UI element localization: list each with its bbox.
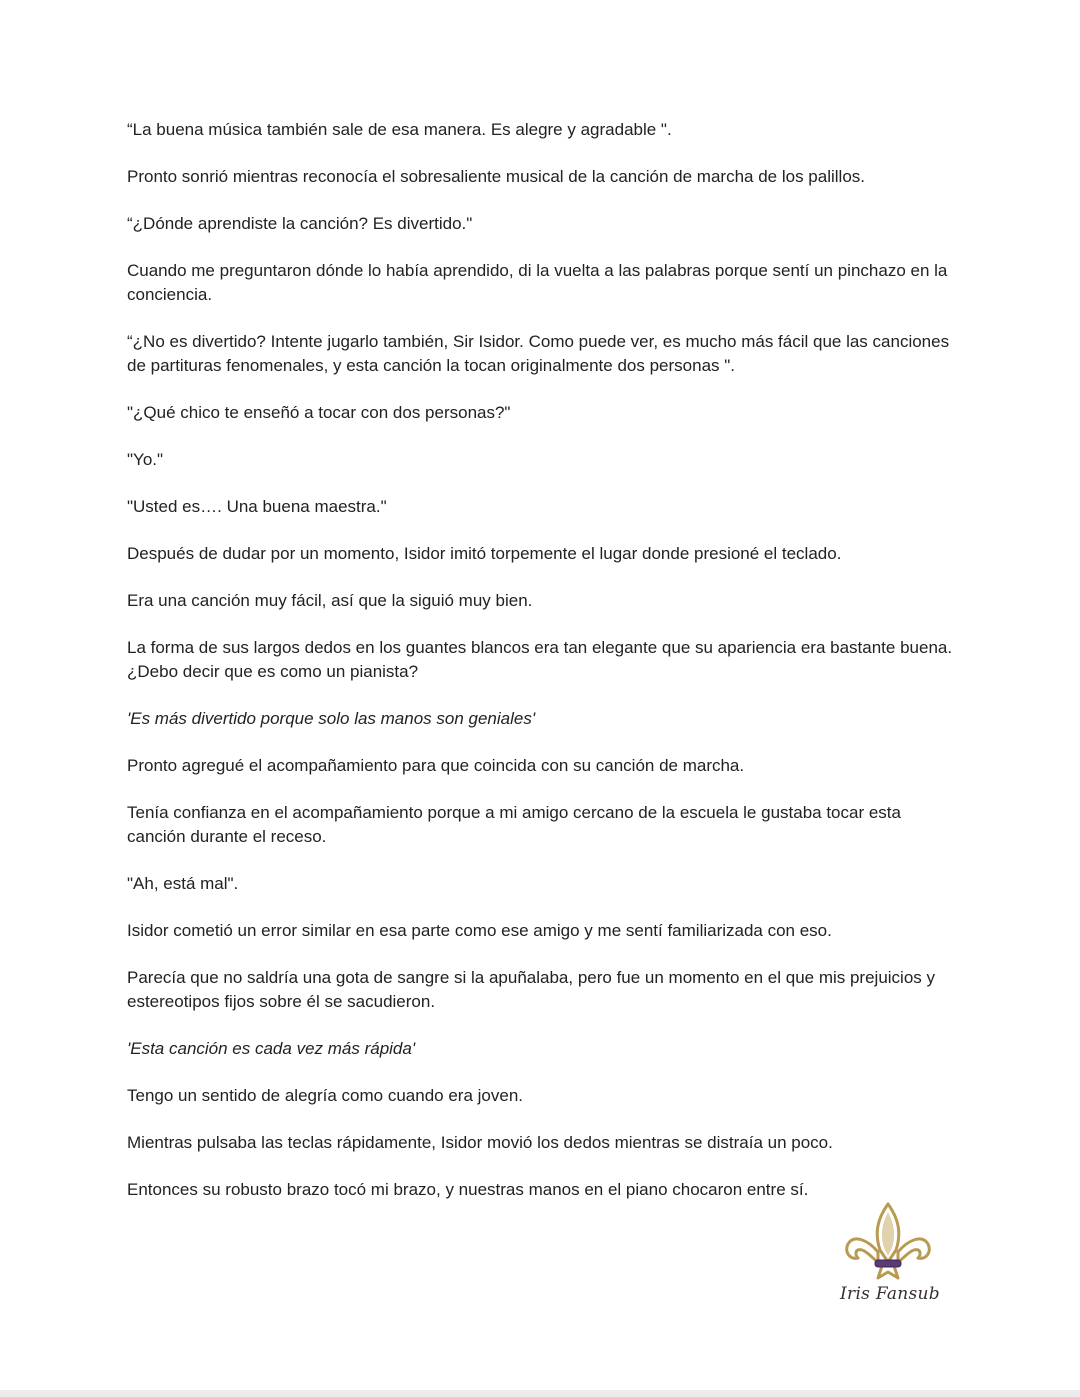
- paragraph: Tenía confianza en el acompañamiento porque a mi amigo cercano de la escuela le gustaba tocar esta canción durante el receso.: [127, 803, 901, 846]
- paragraph: "Usted es…. Una buena maestra.": [127, 497, 387, 516]
- document-body: [127, 118, 957, 1225]
- paragraph: Pronto sonrió mientras reconocía el sobresaliente musical de la canción de marcha de los palillos.: [127, 167, 865, 186]
- paragraph: “¿Dónde aprendiste la canción? Es divertido.": [127, 214, 473, 233]
- paragraph: Cuando me preguntaron dónde lo había aprendido, di la vuelta a las palabras porque sentí un pinchazo en la conciencia.: [127, 261, 948, 304]
- paragraph: “¿No es divertido? Intente jugarlo también, Sir Isidor. Como puede ver, es mucho más fácil que las canciones de partituras fenomenales, y esta canción la tocan originalmente dos personas ".: [127, 332, 950, 375]
- paragraph: La forma de sus largos dedos en los guantes blancos era tan elegante que su apariencia era bastante buena. ¿Debo decir que es como un pianista?: [127, 638, 953, 681]
- paragraph: "¿Qué chico te enseñó a tocar con dos personas?": [127, 403, 511, 422]
- paragraph: Parecía que no saldría una gota de sangre si la apuñalaba, pero fue un momento en el que mis prejuicios y estereotipos fijos sobre él se sacudieron.: [127, 968, 936, 1011]
- paragraph: Pronto agregué el acompañamiento para que coincida con su canción de marcha.: [127, 756, 745, 775]
- page-bottom-strip: [0, 1390, 1080, 1397]
- paragraph: Tengo un sentido de alegría como cuando era joven.: [127, 1086, 523, 1105]
- paragraph-italic-thought: 'Es más divertido porque solo las manos son geniales': [127, 709, 536, 728]
- paragraph: "Yo.": [127, 450, 164, 469]
- fleur-de-lis-icon: [838, 1200, 942, 1284]
- paragraph: Isidor cometió un error similar en esa parte como ese amigo y me sentí familiarizada con eso.: [127, 921, 832, 940]
- paragraph: "Ah, está mal".: [127, 874, 239, 893]
- paragraph: “La buena música también sale de esa manera. Es alegre y agradable ".: [127, 120, 672, 139]
- watermark-text: Iris Fansub: [840, 1284, 940, 1304]
- paragraph: Entonces su robusto brazo tocó mi brazo, y nuestras manos en el piano chocaron entre sí.: [127, 1180, 809, 1199]
- paragraph: Después de dudar por un momento, Isidor imitó torpemente el lugar donde presioné el teclado.: [127, 544, 842, 563]
- paragraph-italic-thought: 'Esta canción es cada vez más rápida': [127, 1039, 416, 1058]
- watermark-logo: [838, 1200, 948, 1312]
- paragraph: Era una canción muy fácil, así que la siguió muy bien.: [127, 591, 533, 610]
- paragraph: Mientras pulsaba las teclas rápidamente, Isidor movió los dedos mientras se distraía un poco.: [127, 1133, 833, 1152]
